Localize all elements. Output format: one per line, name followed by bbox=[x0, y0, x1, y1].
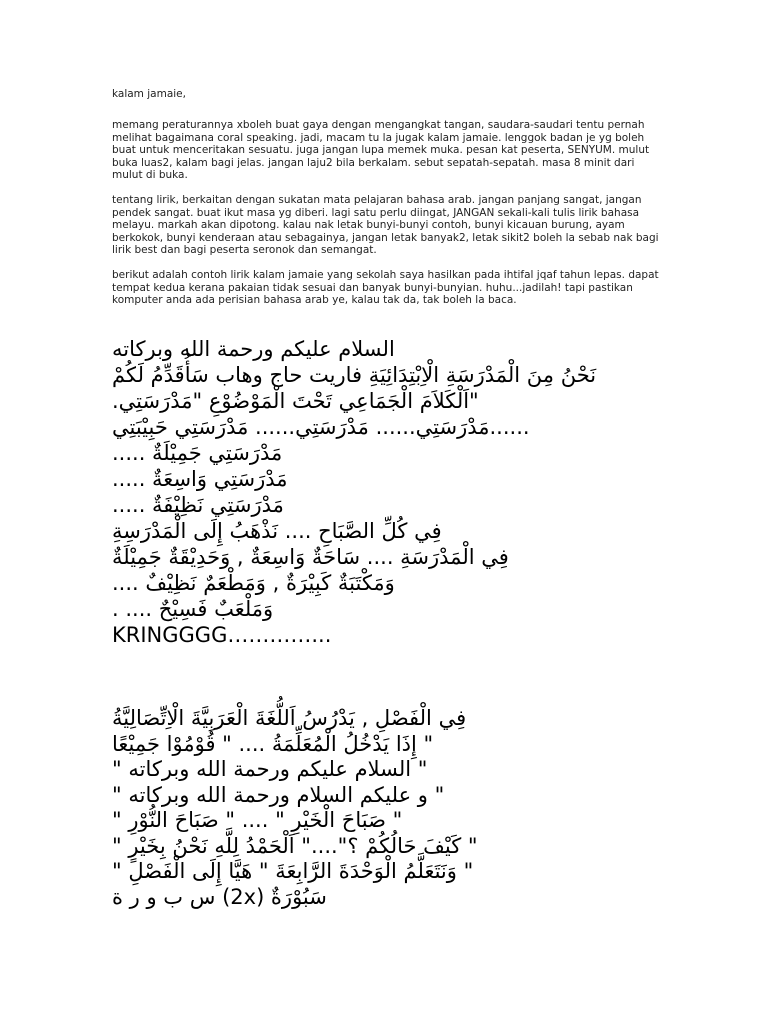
lyric-line: نَحْنُ مِنَ الْمَدْرَسَةِ الْاِبْتِدَائِيَةِ فاريت حاج وهاب سَأُقَدِّمُ لَكُمْ bbox=[112, 363, 597, 387]
lyric-line: " وَنَتَعَلَّمُ الْوَحْدَةَ الرَّابِعَةَ " هَيَّا إِلَى الْفَصْلِ " bbox=[112, 859, 474, 883]
lyric-line: ......مَدْرَسَتِي...... مَدْرَسَتِي...... مَدْرَسَتِي حَبِيْبَتِي bbox=[112, 415, 530, 439]
intro-text bbox=[112, 88, 662, 320]
lyric-line: " إِذَا يَدْخُلُ الْمُعَلِّمَةُ .... " قُوْمُوْا جَمِيْعًا bbox=[112, 731, 434, 756]
lyric-line: مَدْرَسَتِي وَاسِعَةٌ ..... bbox=[112, 467, 288, 491]
lyric-line: " السلام عليكم ورحمة الله وبركاته " bbox=[112, 757, 428, 781]
lyric-line: السلام عليكم ورحمة الله وبركاته bbox=[112, 337, 395, 361]
lyric-line: مَدْرَسَتِي نَظِيْفَةٌ ..... bbox=[112, 493, 284, 517]
lyric-line: فِي كُلِّ الصَّبَاحِ .... نَذْهَبُ إِلَى الْمَدْرَسِةِ bbox=[112, 519, 442, 543]
document-title: kalam jamaie, bbox=[112, 88, 186, 100]
lyric-line: "اَلْكَلاَمَ الْجَمَاعِي تَحْتَ الْمَوْضُوْعِ "مَدْرَسَتِي. bbox=[112, 389, 479, 413]
lyric-line: وَمَلْعَبٌ فَسِيْحٌ .... . bbox=[112, 597, 274, 621]
lyric-line: مَدْرَسَتِي جَمِيْلَةٌ ..... bbox=[112, 441, 283, 465]
lyric-line-kringggg: KRINGGGG…………... bbox=[112, 623, 332, 647]
lyrics-part-2 bbox=[112, 706, 658, 910]
lyrics-part-1 bbox=[112, 336, 658, 648]
lyric-line: فِي الْمَدْرَسَةِ .... سَاحَةٌ وَاسِعَةٌ , وَحَدِيْقَةٌ جَمِيْلَةٌ bbox=[112, 545, 509, 569]
lyric-line: " و عليكم السلام ورحمة الله وبركاته " bbox=[112, 782, 445, 807]
lyric-line: " صَبَاحَ الْخَيْرِ " .... " صَبَاحَ النُّوْرِ " bbox=[112, 808, 403, 832]
lyric-line: سَبُوْرَةٌ (2x) س ب و ر ة bbox=[112, 884, 327, 909]
lyric-line: وَمَكْتَبَةٌ كَبِيْرَةٌ , وَمَطْعَمٌ نَظِيْفٌ .... bbox=[112, 571, 395, 595]
paragraph-example: berikut adalah contoh lirik kalam jamaie yang sekolah saya hasilkan pada ihtifal jqaf tahun lepas. dapat tempat kedua kerana pakaian tidak sesuai dan banyak bunyi-bunyian. huhu...jadilah! tapi pastikan komputer anda ada perisian bahasa arab ye, kalau tak da, tak boleh la baca. bbox=[112, 269, 659, 307]
paragraph-rules: memang peraturannya xboleh buat gaya dengan mengangkat tangan, saudara-saudari tentu pernah melihat bagaimana coral speaking. jadi, macam tu la jugak kalam jamaie. lenggok badan je yg boleh buat untuk menceritakan sesuatu. juga jangan lupa memek muka. pesan kat peserta, SENYUM. mulut buka luas2, kalam bagi jelas. jangan laju2 bila berkalam. sebut sepatah-sepatah. masa 8 minit dari mulut di buka. bbox=[112, 119, 650, 182]
lyric-line: فِي الْفَصْلِ , يَدْرُسُ اَللُّغَةَ الْعَرَبِيَّةَ الْاِتِّصَالِيَّةُ bbox=[112, 706, 467, 730]
lyric-line: " كَيْفَ حَالُكُمْ ؟"...." اَلْحَمْدُ لِلَّهِ نَحْنُ بِخَيْرٍ " bbox=[112, 833, 478, 858]
paragraph-lyrics: tentang lirik, berkaitan dengan sukatan mata pelajaran bahasa arab. jangan panjang sangat, jangan pendek sangat. buat ikut masa yg diberi. lagi satu perlu diingat, JANGAN sekali-kali tulis lirik bahasa melayu. markah akan dipotong. kalau nak letak bunyi-bunyi contoh, bunyi kicauan burung, ayam berkokok, bunyi kenderaan atau sebagainya, jangan letak banyak2, letak sikit2 boleh la sebab nak bagi lirik best dan bagi peserta seronok dan semangat. bbox=[112, 194, 659, 257]
